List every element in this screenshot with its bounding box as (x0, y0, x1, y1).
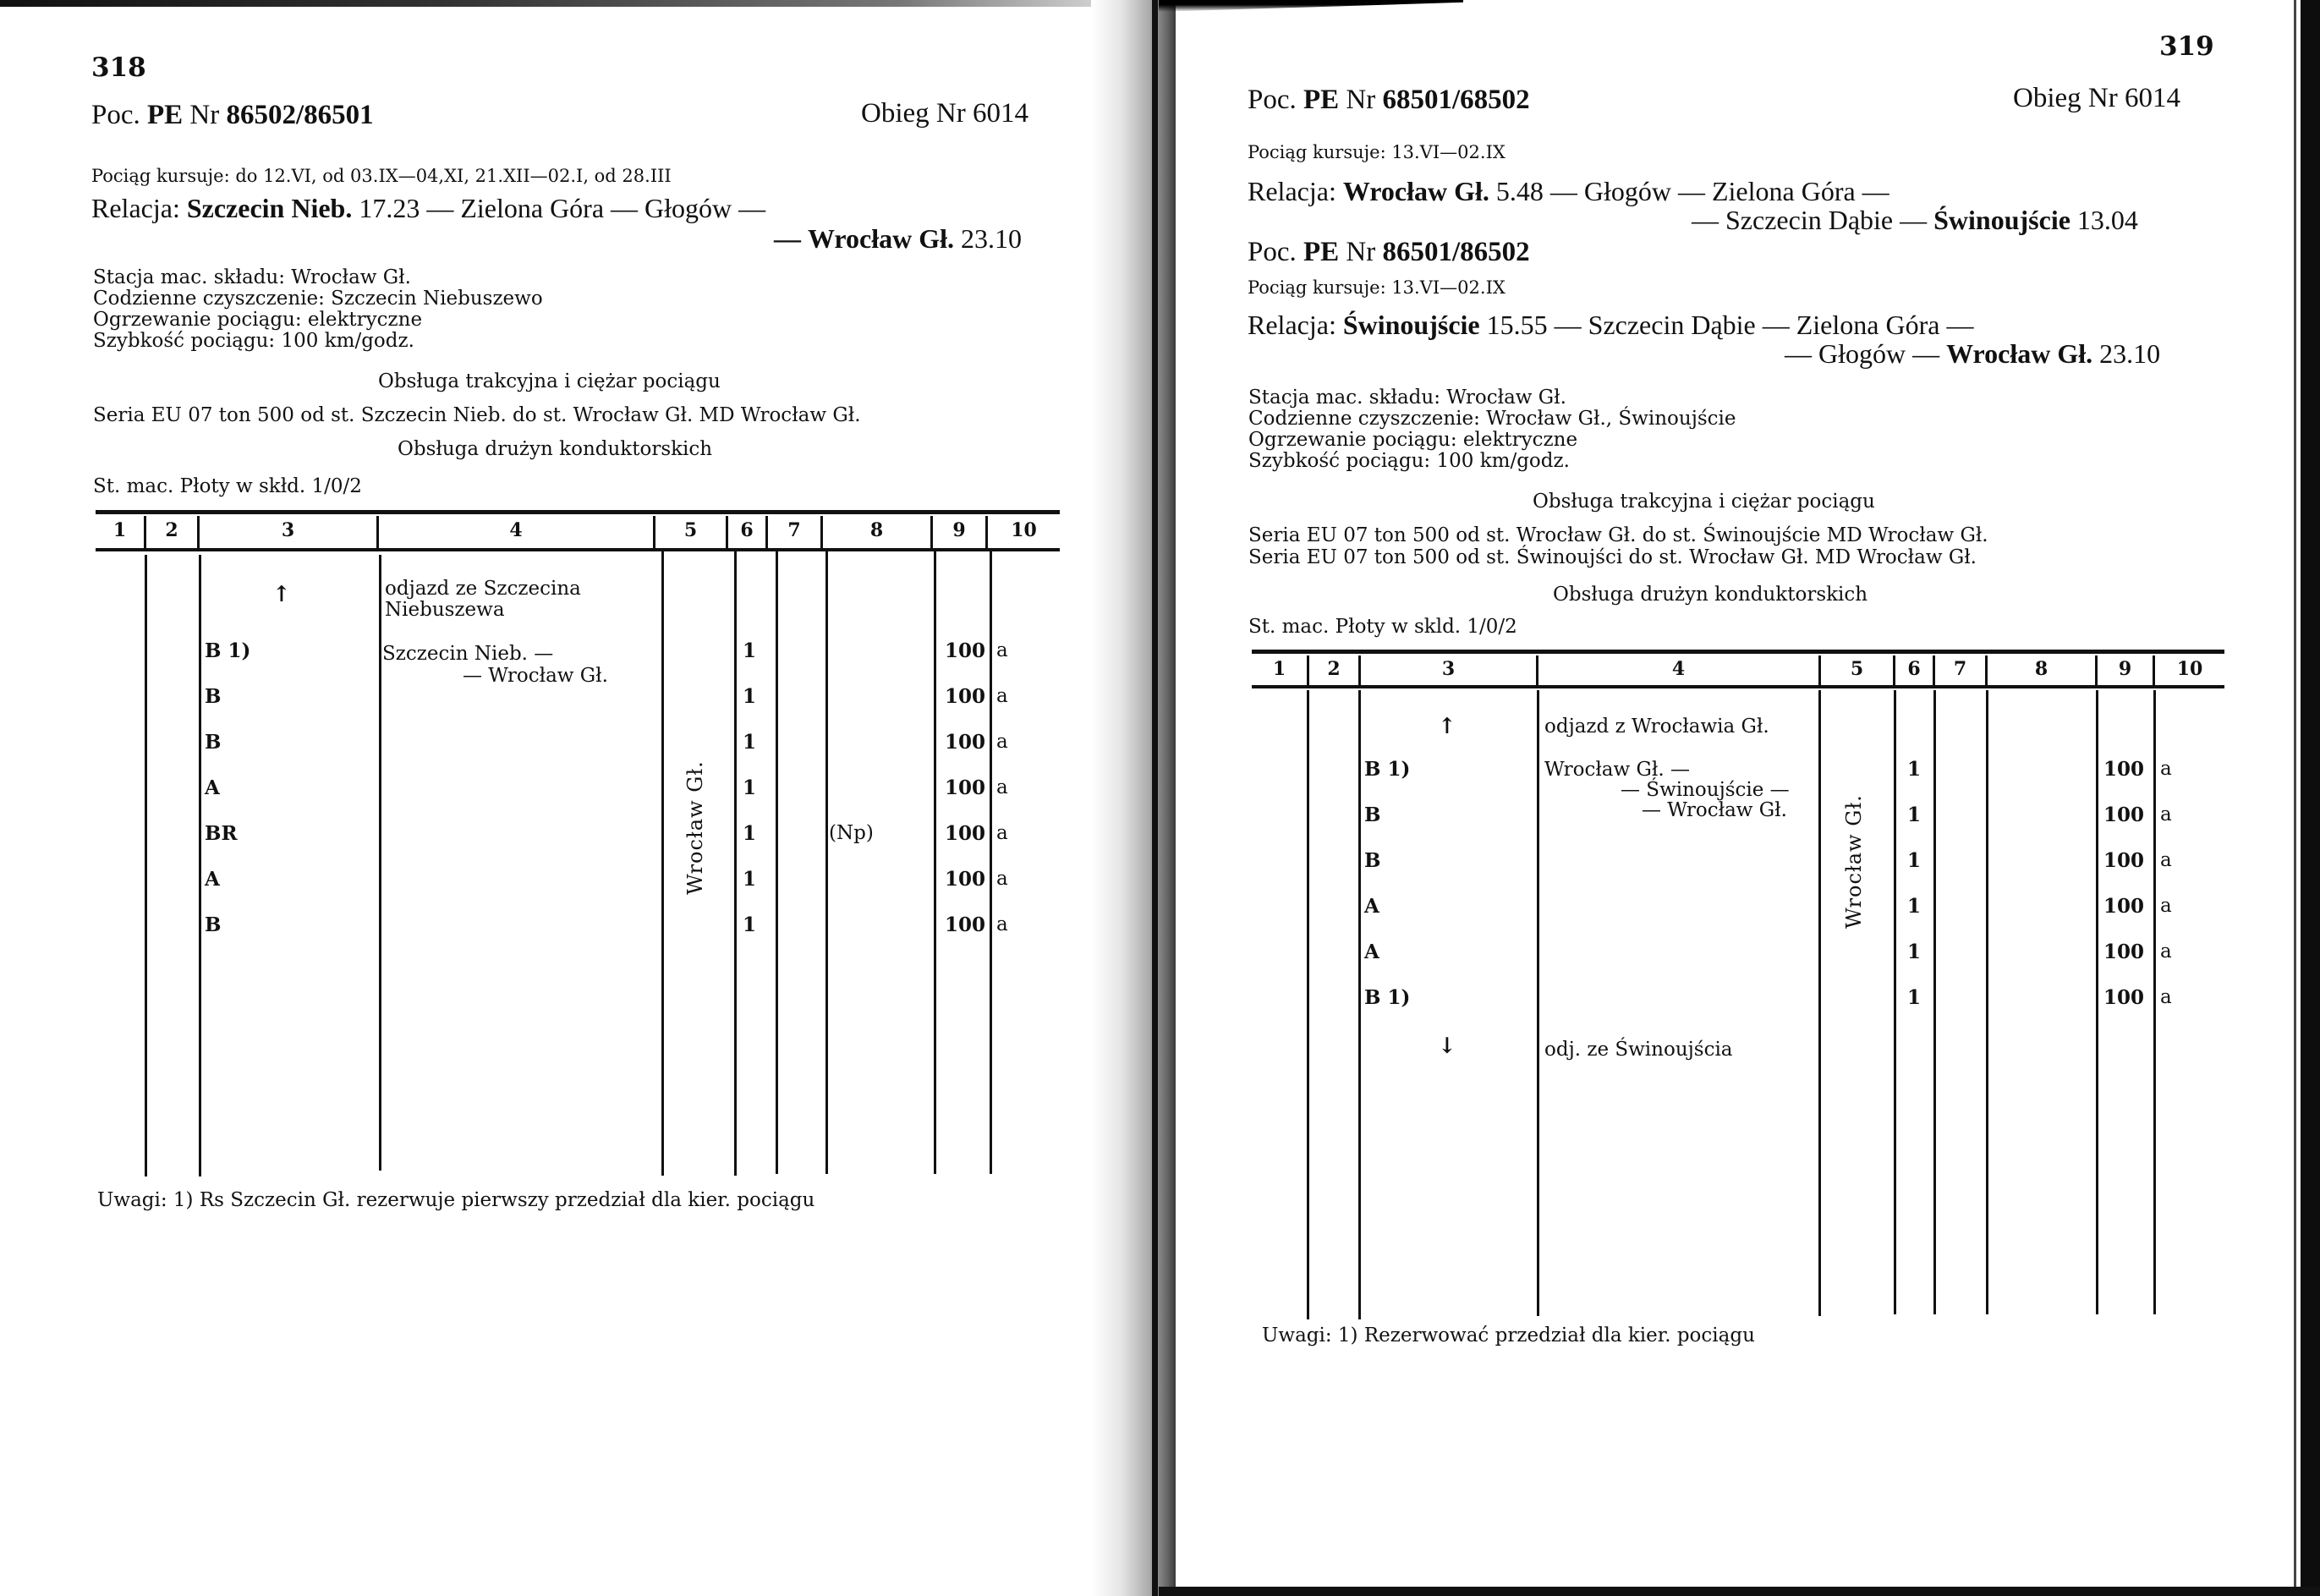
col-header-4: 4 (1671, 658, 1686, 680)
departure-note-line: Niebuszewa (385, 599, 505, 621)
cell-c10: a (2160, 849, 2172, 871)
cell-c6: 1 (743, 731, 757, 754)
arrival-note: odj. ze Świnoujścia (1544, 1039, 1733, 1061)
train1-heading (1248, 85, 1530, 116)
info-line: Stacja mac. składu: Wrocław Gł. (1248, 387, 1566, 409)
departure-note (385, 579, 581, 621)
cell-c3: A (1364, 895, 1379, 918)
route-note (1544, 760, 1790, 820)
col-header-6: 6 (1907, 658, 1921, 680)
col-divider (825, 550, 828, 1174)
col-header-5: 5 (683, 519, 698, 541)
col-header-6: 6 (740, 519, 754, 541)
page-number: 319 (2159, 31, 2214, 62)
col-header-4: 4 (509, 519, 523, 541)
arrow-up-icon: ↑ (272, 582, 291, 607)
train-type: PE (1303, 237, 1340, 267)
table-header-rule (1252, 685, 2224, 688)
relation-dash: — (774, 223, 801, 254)
col-header-3: 3 (1441, 658, 1456, 680)
train2-relation-line-2 (1785, 338, 2160, 370)
info-block (93, 267, 543, 352)
train-prefix: Poc. (1248, 85, 1297, 115)
col-header-1: 1 (112, 519, 127, 541)
cell-c10: a (2160, 941, 2172, 963)
cell-c10: a (2160, 758, 2172, 780)
page-edge-right (2294, 0, 2296, 1596)
cell-c9: 100 (2103, 941, 2145, 963)
relation-start: Szczecin Nieb. (186, 193, 353, 223)
train-heading (91, 100, 374, 131)
scan-edge-top (0, 0, 1125, 7)
cell-c10: a (996, 685, 1008, 707)
cell-c9: 100 (2103, 803, 2145, 826)
conductor-line: St. mac. Płoty w skłd. 1/0/2 (93, 475, 362, 497)
info-line: Stacja mac. składu: Wrocław Gł. (93, 266, 411, 288)
traction-lines (1248, 524, 1988, 568)
cell-c9: 100 (945, 639, 986, 662)
scan-edge-right (2301, 0, 2320, 1596)
scan-edge-bottom (1159, 1587, 2320, 1596)
col-divider (1307, 690, 1309, 1319)
obieg-number: Obieg Nr 6014 (2013, 83, 2180, 113)
cell-c8: (Np) (829, 822, 874, 844)
route-line: — Świnoujście — (1621, 779, 1790, 801)
cell-c6: 1 (1907, 941, 1922, 963)
train1-runs: Pociąg kursuje: 13.VI—02.IX (1248, 142, 1506, 162)
cell-c10: a (2160, 895, 2172, 917)
relation-end-time: 23.10 (961, 223, 1023, 254)
cell-c3: A (1364, 941, 1379, 963)
traction-line: Seria EU 07 ton 500 od st. Wrocław Gł. do st. Świnoujście MD Wrocław Gł. (1248, 524, 1988, 546)
col-divider (379, 555, 381, 1171)
col-divider (734, 550, 737, 1176)
cell-c9: 100 (945, 776, 986, 799)
info-line: Codzienne czyszczenie: Szczecin Niebuszewo (93, 288, 543, 310)
cell-c3: A (205, 776, 220, 799)
scan-edge-top-right (1159, 0, 1463, 12)
info-line: Ogrzewanie pociągu: elektryczne (93, 309, 423, 331)
cell-c9: 100 (945, 822, 986, 845)
traction-heading: Obsługa trakcyjna i ciężar pociągu (1533, 491, 1875, 513)
cell-c10: a (996, 776, 1008, 798)
train-prefix: Poc. (1248, 237, 1297, 267)
relation-line-2-text: — Szczecin Dąbie — (1692, 205, 1928, 235)
col-divider (990, 550, 992, 1174)
route-line: — Wrocław Gł. (463, 665, 608, 687)
cell-c9: 100 (2103, 849, 2145, 872)
traction-line: Seria EU 07 ton 500 od st. Świnoujści do st. Wrocław Gł. MD Wrocław Gł. (1248, 546, 1977, 568)
train2-runs: Pociąg kursuje: 13.VI—02.IX (1248, 277, 1506, 298)
cell-c9: 100 (945, 731, 986, 754)
relation-line-2-text: — Głogów — (1785, 338, 1940, 369)
col-divider (145, 555, 147, 1176)
relation-end: Świnoujście (1933, 205, 2070, 235)
remarks: Uwagi: 1) Rs Szczecin Gł. rezerwuje pierwszy przedział dla kier. pociągu (97, 1189, 815, 1211)
info-line: Szybkość pociągu: 100 km/godz. (93, 330, 414, 352)
relation-end: Wrocław Gł. (1946, 338, 2093, 369)
cell-c6: 1 (743, 685, 757, 708)
book-spine-edge (1152, 0, 1158, 1596)
train-runs: Pociąg kursuje: do 12.VI, od 03.IX—04,XI, 21.XII—02.I, od 28.III (91, 166, 672, 186)
info-line: Ogrzewanie pociągu: elektryczne (1248, 429, 1578, 451)
obieg-number: Obieg Nr 6014 (861, 98, 1028, 129)
col-divider (1933, 690, 1936, 1314)
remarks: Uwagi: 1) Rezerwować przedział dla kier. pociągu (1262, 1325, 1755, 1346)
col-divider (1358, 690, 1361, 1319)
col-divider (1894, 690, 1896, 1314)
relation-mid: 5.48 — Głogów — Zielona Góra — (1495, 176, 1889, 206)
cell-c3: B 1) (1364, 986, 1411, 1009)
cell-c6: 1 (1907, 849, 1922, 872)
cell-c6: 1 (1907, 895, 1922, 918)
train1-relation-line-2 (1692, 205, 2138, 236)
col5-vertical-text: Wrocław Gł. (683, 760, 707, 895)
col-divider (1818, 690, 1821, 1316)
traction-line: Seria EU 07 ton 500 od st. Szczecin Nieb. do st. Wrocław Gł. MD Wrocław Gł. (93, 404, 861, 426)
relation-end-time: 13.04 (2076, 205, 2138, 235)
col-header-8: 8 (2034, 658, 2049, 680)
cell-c10: a (996, 822, 1008, 844)
relation-mid: 15.55 — Szczecin Dąbie — Zielona Góra — (1486, 310, 1974, 340)
cell-c6: 1 (743, 822, 757, 845)
train-number: 68501/68502 (1382, 85, 1530, 115)
cell-c3: BR (205, 822, 238, 845)
col-header-1: 1 (1272, 658, 1286, 680)
cell-c6: 1 (743, 776, 757, 799)
relation-end-time: 23.10 (2099, 338, 2161, 369)
train-nr-label: Nr (1346, 237, 1376, 267)
train2-heading (1248, 237, 1530, 268)
col-divider (199, 555, 201, 1176)
relation-label: Relacja: (1248, 176, 1336, 206)
train-nr-label: Nr (1346, 85, 1376, 115)
route-line: Wrocław Gł. — (1544, 759, 1690, 781)
col-divider (1986, 690, 1988, 1314)
conductor-line: St. mac. Płoty w skld. 1/0/2 (1248, 616, 1517, 638)
col-header-7: 7 (787, 519, 801, 541)
table-top-rule (1252, 650, 2224, 654)
cell-c10: a (996, 868, 1008, 890)
col-header-2: 2 (165, 519, 178, 541)
cell-c6: 1 (743, 868, 757, 891)
col-divider (776, 550, 778, 1174)
cell-c10: a (996, 639, 1008, 661)
train-number: 86501/86502 (1382, 237, 1530, 267)
train1-relation-line-1 (1248, 176, 1889, 207)
relation-start: Wrocław Gł. (1342, 176, 1489, 206)
info-line: Szybkość pociągu: 100 km/godz. (1248, 450, 1570, 472)
cell-c10: a (996, 731, 1008, 753)
table-header-rule (96, 548, 1060, 551)
cell-c10: a (2160, 986, 2172, 1008)
cell-c10: a (2160, 803, 2172, 825)
col-header-10: 10 (1011, 519, 1037, 541)
departure-note-line: odjazd ze Szczecina (385, 578, 581, 600)
cell-c6: 1 (743, 913, 757, 936)
col5-vertical-text: Wrocław Gł. (1842, 794, 1866, 929)
traction-heading: Obsługa trakcyjna i ciężar pociągu (378, 370, 721, 392)
cell-c3: B 1) (1364, 758, 1411, 781)
col-header-9: 9 (2118, 658, 2132, 680)
relation-end: Wrocław Gł. (808, 223, 955, 254)
page-number: 318 (91, 52, 146, 83)
relation-line-2 (774, 223, 1022, 255)
train-type: PE (147, 100, 184, 130)
cell-c6: 1 (1907, 986, 1922, 1009)
cell-c9: 100 (2103, 895, 2145, 918)
cell-c9: 100 (945, 868, 986, 891)
cell-c6: 1 (1907, 803, 1922, 826)
cell-c9: 100 (945, 913, 986, 936)
arrow-up-icon: ↑ (1438, 714, 1456, 739)
cell-c9: 100 (2103, 986, 2145, 1009)
train-nr-label: Nr (189, 100, 220, 130)
conductor-heading: Obsługa drużyn konduktorskich (1553, 584, 1868, 606)
cell-c9: 100 (945, 685, 986, 708)
cell-c3: B (205, 685, 222, 708)
col-header-7: 7 (1953, 658, 1967, 680)
col-header-8: 8 (869, 519, 884, 541)
col-divider (934, 550, 936, 1174)
route-line: — Wrocław Gł. (1642, 799, 1787, 821)
cell-c10: a (996, 913, 1008, 935)
info-block (1248, 387, 1736, 472)
relation-start: Świnoujście (1342, 310, 1480, 340)
cell-c3: B (205, 913, 222, 936)
col-header-5: 5 (1850, 658, 1864, 680)
train-prefix: Poc. (91, 100, 140, 130)
table-top-rule (96, 510, 1060, 514)
train-number: 86502/86501 (226, 100, 374, 130)
info-line: Codzienne czyszczenie: Wrocław Gł., Świnoujście (1248, 408, 1736, 430)
route-note (382, 643, 608, 687)
col-header-2: 2 (1327, 658, 1341, 680)
cell-c3: B 1) (205, 639, 251, 662)
cell-c6: 1 (1907, 758, 1922, 781)
cell-c9: 100 (2103, 758, 2145, 781)
train2-relation-line-1 (1248, 310, 1973, 341)
cell-c3: B (1364, 849, 1381, 872)
cell-c3: B (1364, 803, 1381, 826)
train-type: PE (1303, 85, 1340, 115)
cell-c3: A (205, 868, 220, 891)
book-gutter-shadow (1091, 0, 1176, 1596)
col-divider (1537, 690, 1539, 1316)
col-header-3: 3 (281, 519, 295, 541)
cell-c6: 1 (743, 639, 757, 662)
relation-line-1 (91, 193, 765, 224)
col-header-10: 10 (2176, 658, 2203, 680)
departure-note: odjazd z Wrocławia Gł. (1544, 716, 1769, 738)
col-header-9: 9 (952, 519, 966, 541)
col-divider (661, 550, 664, 1176)
relation-label: Relacja: (1248, 310, 1336, 340)
relation-start-time: 17.23 — Zielona Góra — Głogów — (359, 193, 766, 223)
relation-label: Relacja: (91, 193, 180, 223)
col-divider (2153, 690, 2156, 1314)
route-line: Szczecin Nieb. — (382, 643, 554, 665)
conductor-heading: Obsługa drużyn konduktorskich (398, 438, 713, 460)
cell-c3: B (205, 731, 222, 754)
col-divider (2096, 690, 2098, 1314)
arrow-down-icon: ↓ (1438, 1034, 1456, 1059)
